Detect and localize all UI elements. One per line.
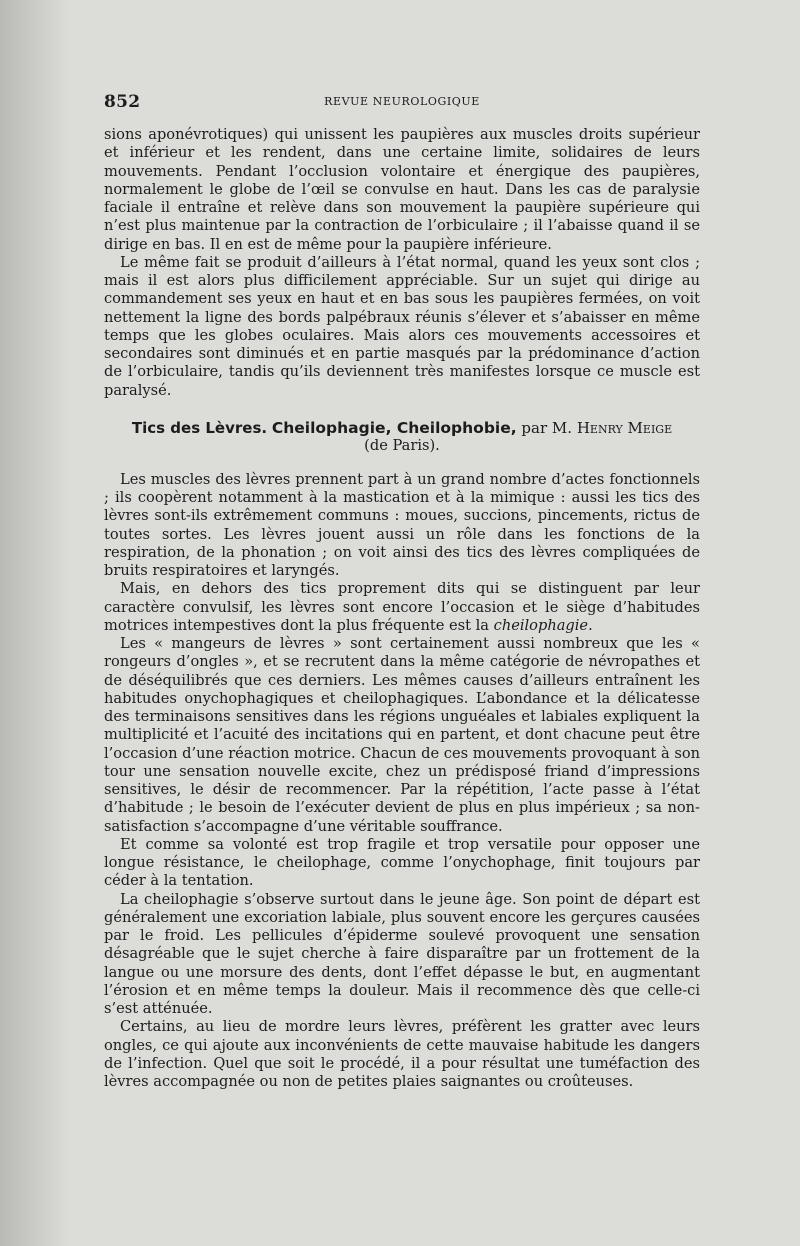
body-paragraph: Et comme sa volonté est trop fragile et trop versatile pour opposer une longue résistance, le cheilophage, comme l’onychophage, finit toujours par céder à la tentation. [104, 835, 700, 890]
body-paragraph: Les muscles des lèvres prennent part à un grand nombre d’actes fonctionnels ; ils coopèrent notamment à la mastication et à la mimique : aussi les tics des lèvres sont-ils extrêmement communs : moues, succions, pincements, rictus de toutes sortes. Les lèvres jouent aussi un rôle dans les fonctions de la respiration, de la phonation ; on voit ainsi des tics des lèvres compliquées de bruits respiratoires et laryngés. [104, 470, 700, 579]
author-name: Henry Meige [576, 418, 673, 437]
body-paragraph: Les « mangeurs de lèvres » sont certainement aussi nombreux que les « rongeurs d’ongles », et se recrutent dans la même catégorie de névropathes et de déséquilibrés que ces derniers. Les mêmes causes d’ailleurs entraînent les habitudes onychophagiques et cheilophagiques. L’abondance et la délicatesse des terminaisons sensitives dans les régions unguéales et labiales expliquent la multiplicité et l’acuité des incitations qui en partent, et dont chacune peut être l’occasion d’une réaction motrice. Chacun de ces mouvements provoquant à son tour une sensation nouvelle excite, chez un prédisposé friand d’impressions sensitives, le désir de recommencer. Par la répétition, l’acte passe à l’état d’habitude ; le besoin de l’exécuter devient de plus en plus impérieux ; sa non-satisfaction s’accompagne d’une véritable souffrance. [104, 635, 700, 835]
article-title-part2: Cheilophagie, Cheilophobie, [271, 418, 517, 437]
body-paragraph [104, 580, 700, 635]
author-affiliation: (de Paris). [364, 436, 440, 454]
article-title [104, 419, 700, 437]
page-number: 852 [104, 92, 141, 112]
paragraph-text: Mais, en dehors des tics proprement dits qui se distinguent par leur caractère convulsif, les lèvres sont encore l’occasion et le siège d’habitudes motrices intempestives dont la plus fréquente est la [104, 580, 700, 634]
text-block [104, 92, 700, 1091]
body-paragraph: La cheilophagie s’observe surtout dans le jeune âge. Son point de départ est généralement une excoriation labiale, plus souvent encore les gerçures causées par le froid. Les pellicules d’épiderme soulevé provoquent une sensation désagréable que le sujet cherche à faire disparaître par un frottement de la langue ou une morsure des dents, dont l’effet dépasse le but, en augmentant l’érosion et en même temps la douleur. Mais il recommence dès que celle-ci s’est atténuée. [104, 890, 700, 1017]
scan-shadow [0, 0, 70, 1246]
continuation-paragraph: Le même fait se produit d’ailleurs à l’état normal, quand les yeux sont clos ; mais il est alors plus difficilement appréciable. Sur un sujet qui dirige au commandement ses yeux en haut et en bas sous les paupières fermées, on voit nettement la ligne des bords palpébraux réunis s’élever et s’abaisser en même temps que les globes oculaires. Mais alors ces mouvements accessoires et secondaires sont diminués et en partie masqués par la prédominance d’action de l’orbiculaire, tandis qu’ils deviennent très manifestes lorsque ce muscle est paralysé. [104, 253, 700, 399]
running-head [104, 92, 700, 114]
paragraph-text: . [588, 616, 593, 634]
continuation-paragraph: sions aponévrotiques) qui unissent les paupières aux muscles droits supérieur et inférieur et les rendent, dans une certaine limite, solidaires de leurs mouvements. Pendant l’occlusion volontaire et énergique des paupières, normalement le globe de l’œil se convulse en haut. Dans les cas de paralysie faciale il entraîne et relève dans son mouvement la paupière supérieure qui n’est plus maintenue par la contraction de l’orbiculaire ; il l’abaisse quand il se dirige en bas. Il en est de même pour la paupière inférieure. [104, 126, 700, 253]
journal-title: REVUE NEUROLOGIQUE [324, 95, 480, 108]
italic-term: cheilophagie [493, 616, 589, 634]
author-initial: M. [551, 418, 573, 437]
article-by: par [521, 418, 548, 437]
article-title-part1: Tics des Lèvres. [131, 418, 268, 437]
body-paragraph: Certains, au lieu de mordre leurs lèvres, préfèrent les gratter avec leurs ongles, ce qui ajoute aux inconvénients de cette mauvaise habitude les dangers de l’infection. Quel que soit le procédé, il a pour résultat une tuméfaction des lèvres accompagnée ou non de petites plaies saignantes ou croûteuses. [104, 1018, 700, 1090]
